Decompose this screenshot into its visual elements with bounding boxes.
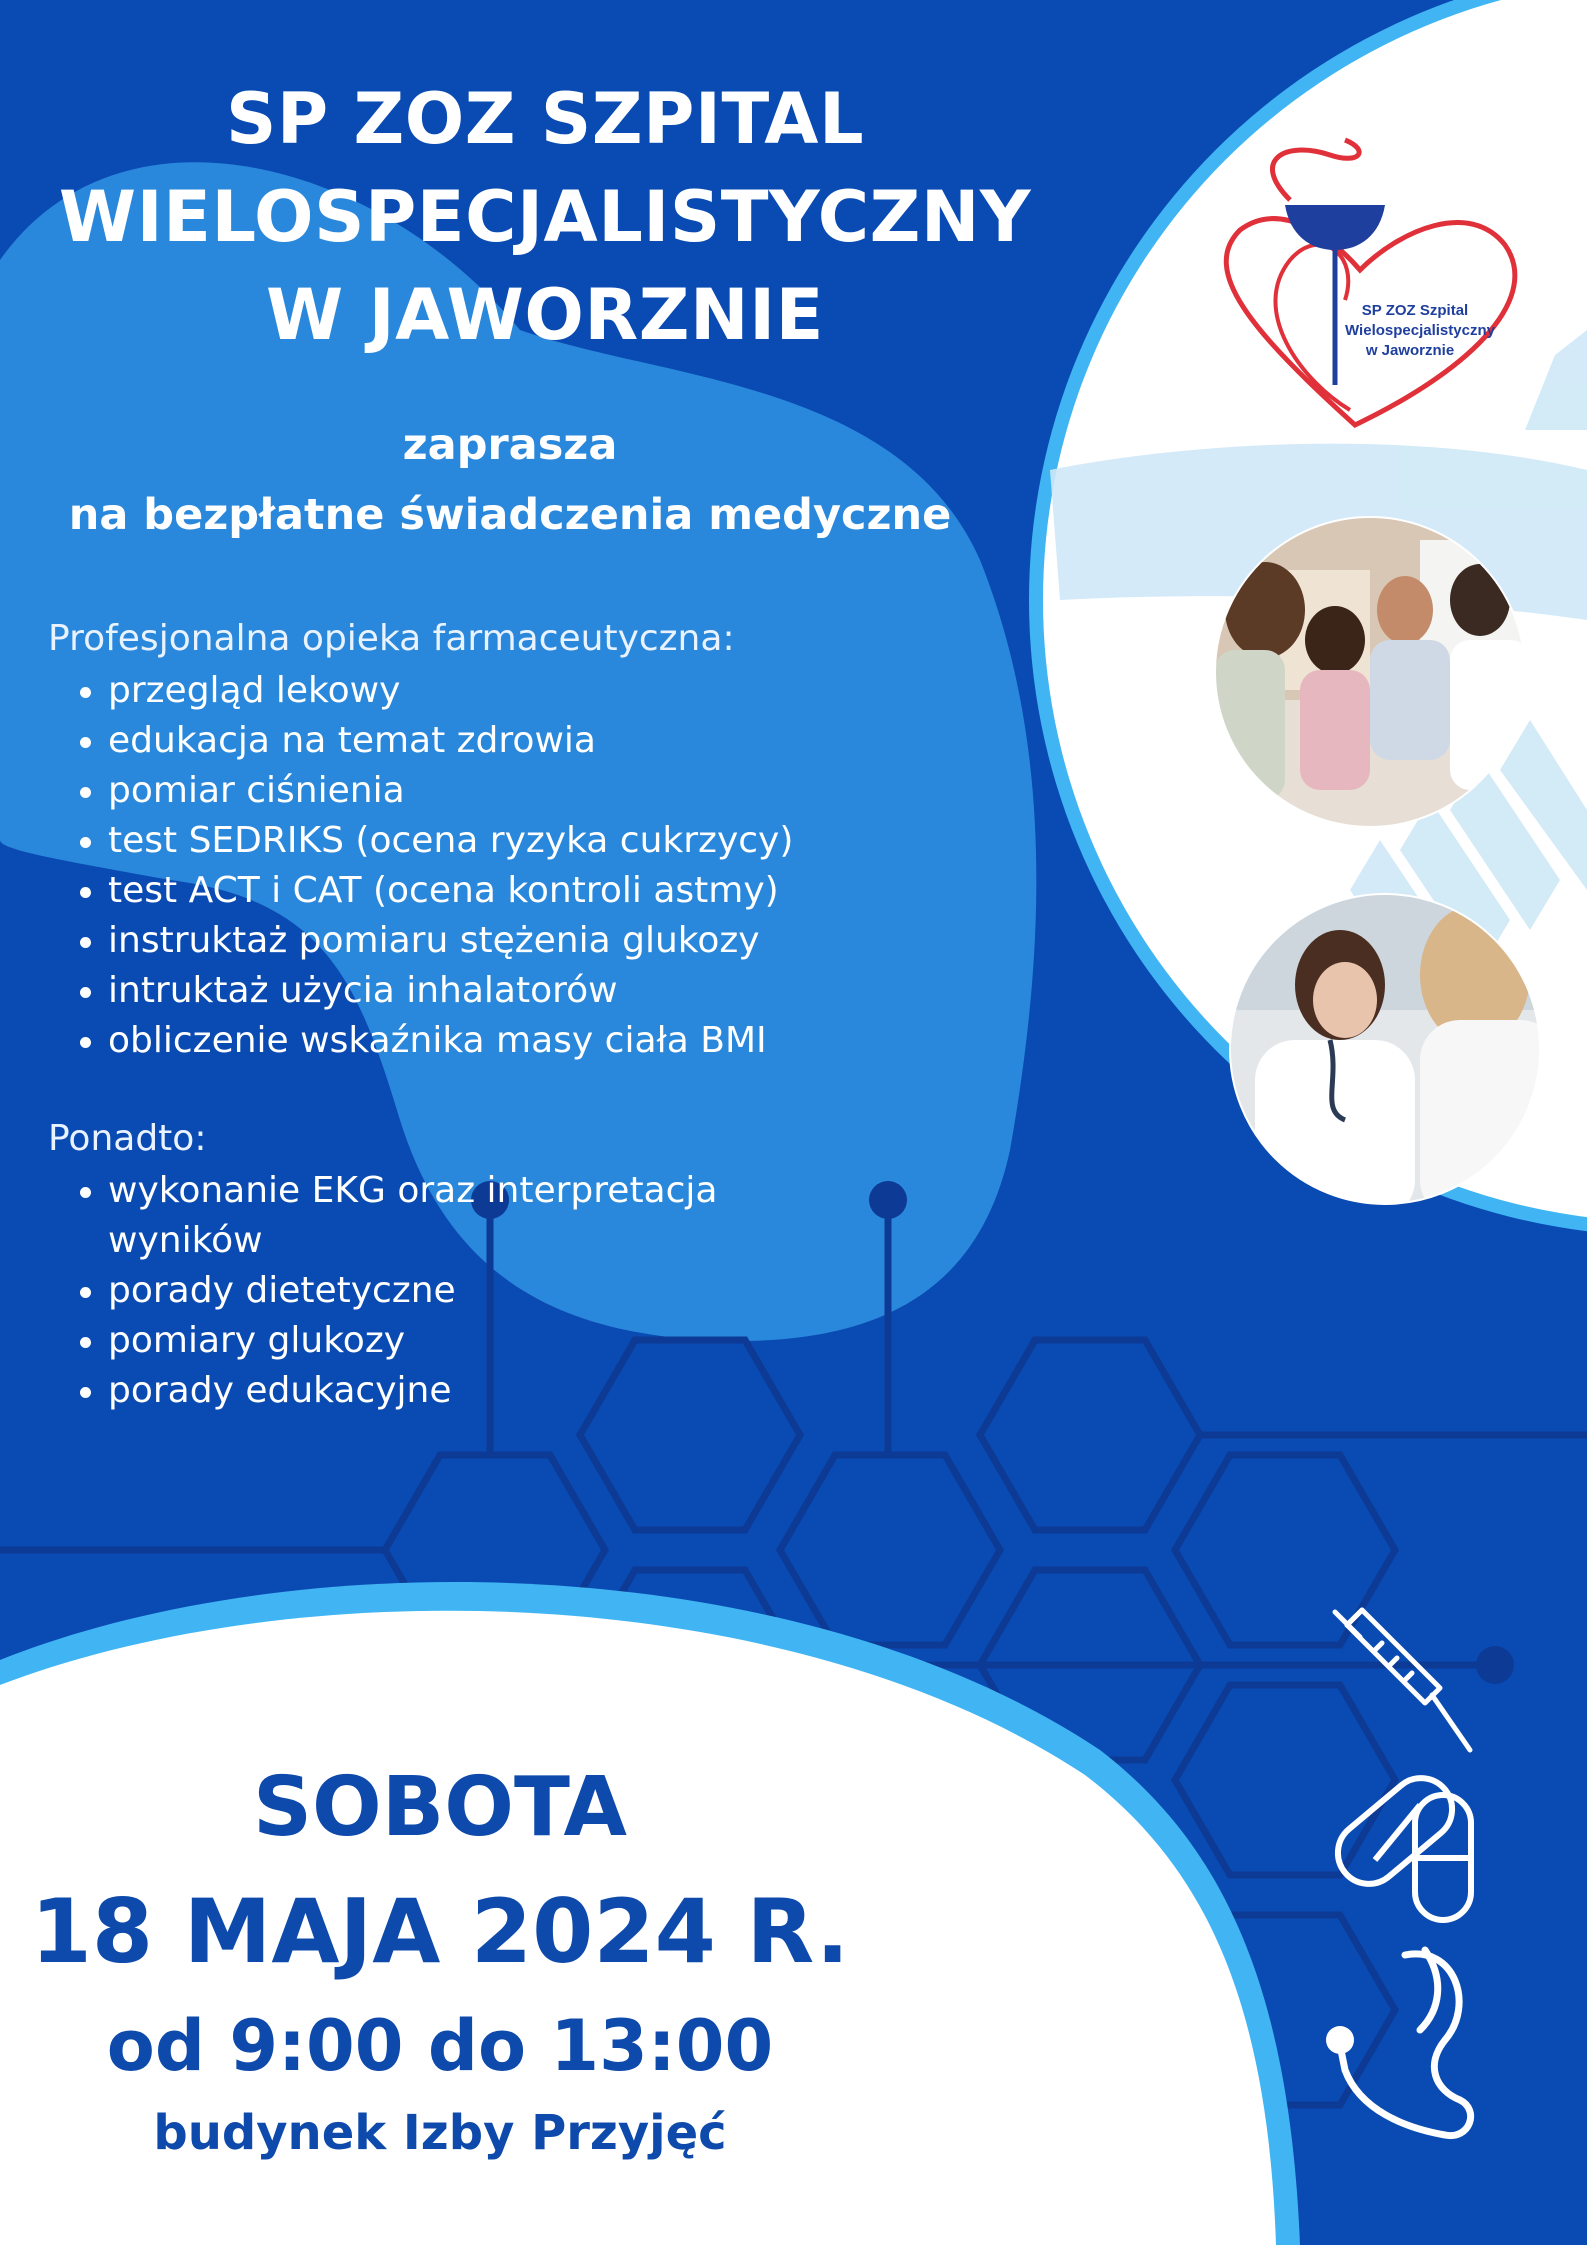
list-item: test SEDRIKS (ocena ryzyka cukrzycy) [108,816,793,866]
title-line-1: SP ZOZ SZPITAL [225,78,865,160]
event-hours: od 9:00 do 13:00 [106,2005,774,2087]
pharma-list [48,666,793,1066]
pharma-label: Profesjonalna opieka farmaceutyczna: [48,618,735,659]
list-item: pomiar ciśnienia [108,766,793,816]
list-item: przegląd lekowy [108,666,793,716]
list-item: porady edukacyjne [108,1366,717,1416]
title-line-3: W JAWORZNIE [266,274,824,356]
extra-list [48,1166,717,1416]
extra-label: Ponadto: [48,1118,207,1159]
invite-line-1: zaprasza [402,420,618,470]
event-date: 18 MAJA 2024 R. [30,1880,850,1983]
list-item: instruktaż pomiaru stężenia glukozy [108,916,793,966]
list-item: edukacja na temat zdrowia [108,716,793,766]
list-item: obliczenie wskaźnika masy ciała BMI [108,1016,793,1066]
list-item: intruktaż użycia inhalatorów [108,966,793,1016]
logo-line2: Wielospecjalistyczny [1345,322,1495,339]
list-item-continuation: wyników [108,1220,263,1261]
list-item: wykonanie EKG oraz interpretacja [108,1166,717,1216]
stethoscope-chestpiece [1326,2026,1354,2054]
event-day: SOBOTA [252,1760,627,1855]
title-line-2: WIELOSPECJALISTYCZNY [58,176,1032,258]
invite-line-2: na bezpłatne świadczenia medyczne [68,490,952,540]
list-item: porady dietetyczne [108,1266,717,1316]
event-place: budynek Izby Przyjęć [153,2105,727,2161]
list-item: pomiary glukozy [108,1316,717,1366]
logo-line1: SP ZOZ Szpital [1361,302,1469,319]
list-item: test ACT i CAT (ocena kontroli astmy) [108,866,793,916]
hospital-title [0,70,1090,364]
logo-line3: w Jaworznie [1365,342,1455,359]
